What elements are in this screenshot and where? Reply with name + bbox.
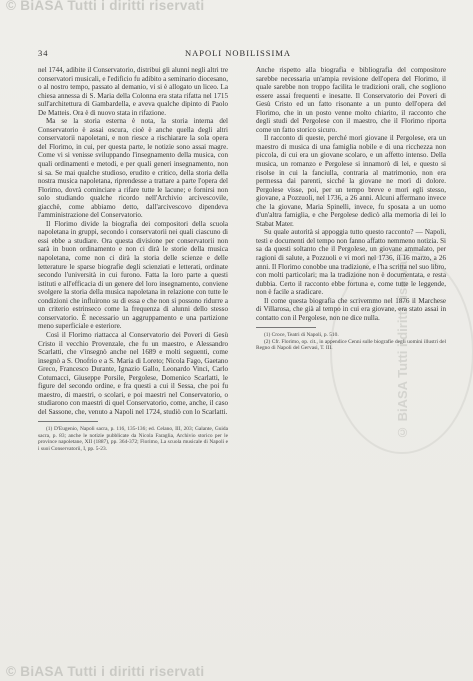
paragraph: Anche rispetto alla biografia e bibliografia del compositore sarebbe necessaria un'ampia revisione dell'opera del Florimo, il quale sarebbe non troppo facilita le tradizioni orali, che sogliono essere assai frequenti e inesatte. Il Conservatorio dei Poveri di Gesù Cristo ed un fatto risonante a un punto dell'opera del Florimo, che in un posto venne molto chiarito, il racconto che degli studi del Pergolese con il maestro, che il Florimo riporta come un fatto storico sicuro. [256,66,446,134]
footnote: (2) Cfr. Florimo, op. cit., in appendice Cenni sulle biografie degli uomini illustri del Regno di Napoli del Gervasi, T. III. [256,338,446,352]
paragraph: Così il Florimo riattacca al Conservatorio dei Poveri di Gesù Cristo il vecchio Provenzale, che fu un maestro, e Alessandro Scarlatti, che v'insegnò anche nel 1689 e molti seguenti, come insegnò a S. Onofrio e a S. Maria di Loreto; Nicola Fago, Gaetano Greco, Francesco Durante, Ignazio Gallo, Leonardo Vinci, Carlo Cotumacci, Giuseppe Porsile, Pergolese, Domenico Scarlatti, le figure del secondo ordine, e fra questi a cui il Sessa, che poi fu maestro, di maestri, o scolari, e poi maestri nel Conservatorio, o studiarono con maestri di quel Conservatorio, come, anche, il caso del Sassone, che, venuto a Napoli nel 1724, studiò con lo Scarlatti. [38,330,228,416]
paragraph: nel 1744, adibite il Conservatorio, distribui gli alunni negli altri tre conservatori musicali, e l'edificio fu adibito a seminario diocesano, o al nostro tempo, passato al demanio, vi si è allogato un liceo. La chiesa annessa di S. Maria della Colonna era stata rifatta nel 1715 sull'architettura di Gambardella, e aveva qualche dipinto di Paolo De Matteis. Ora è di nuovo stata in rifazione. [38,66,228,117]
watermark-top: © BiASA Tutti i diritti riservati [6,0,205,13]
paragraph: Il come questa biografia che scrivemmo nel 1876 il Marchese di Villarosa, che già al tempo in cui era giovane, era stato assai in contatto con il Pergolese, non ne dice nulla. [256,296,446,322]
watermark-bottom: © BiASA Tutti i diritti riservati [6,664,205,679]
running-title: NAPOLI NOBILISSIMA [184,48,292,58]
paragraph: Il racconto di queste, perché morì giovane il Pergolese, era un maestro di musica di una famiglia nobile e di una ricchezza non piccola, di cui era un giovane scolaro, e un affetto intenso. Della musica, un romanzo e Pergolese si innamorò di lei, e questo si risolse in cui la fanciulla, contraria al matrimonio, non era permessa dai parenti, sicché la giovane ne morì di dolore. Pergolese visse, poi, per un tempo breve e morì egli stesso, giovane, a Pozzuoli, nel 1736, a 26 anni. Alcuni affermano invece che la giovane, Maria Spinelli, invece, fu sposata a un uomo d'un'altra famiglia, e che Pergolese dedicò alla memoria di lei lo Stabat Mater. [256,134,446,228]
footnote: (1) D'Eugenio, Napoli sacra, p. 116, 135-136; ed. Celano, III, 203; Galante, Guida sacra, p. 83; anche le notizie pubblicate da Nicola Faraglia, Archivio storico per le province napoletane, XII (1887), pp. 364-372; Florimo, La scuola musicale di Napoli e i suoi Conservatorii, I, pp. 5-23. [38,426,228,452]
footnote-rule [38,421,98,422]
page-number: 34 [38,48,49,58]
paragraph: Su quale autorità si appoggia tutto questo racconto? — Napoli, testi e documenti del tempo non fanno affatto nemmeno notizia. Si sa da questi soltanto che il Pergolese, un giovane ammalato, per ragioni di salute, a Pozzuoli e vi morì nel 1736, il 16 marzo, a 26 anni. Il Florimo conobbe una tradizione, e l'ha scritta nel suo libro, con molti particolari; ma la tradizione non è documentata, e resta dubbia. Certo il racconto ebbe fortuna e, come tutte le leggende, non è facile a sradicare. [256,228,446,297]
paragraph: Il Florimo divide la biografia dei compositori della scuola napoletana in gruppi, secondo i conservatorii nei quali ciascuno di essi ebbe a studiare. Ora questa divisione per conservatorii non sarà in buon ordinamento e non ci dirà le storie della musica napoletana, come non ci dirà la storia delle scienze e delle letterature le sparse biografie degli scienziati e letterati, ordinate secondo l'università in cui furono. Fatta la loro parte a questi istituti e all'efficacia di un genere del loro insegnamento, conviene svolgere la storia della musica napoletana in relazione con tutte le condizioni che influirono su di essa e che non si possono ridurre a un criterio estrinseco come la frequenza di alunni dello stesso conservatorio. È necessario un aggruppamento e una partizione meno superficiale e esteriore. [38,219,228,331]
paragraph: Ma se la storia esterna è nota, la storia interna del Conservatorio è assai oscura, cioè è anche quella degli altri conservatorii napoletani, e non riesce a rischiarare la sola opera del Florimo, in cui, per questa parte, le notizie sono assai magre. Come vi si venisse sviluppando l'insegnamento della musica, con quali ordinamenti e metodi, e per quali generi insegnamento, non si sa. Se mai qualche studioso, erudito e critico, della storia della nostra musica napoletana, riprendesse a trattare a parte l'opera del Florimo, dovrà cominciare a rifare tutte le lacune; e fornirsi non solo studiando qualche ricordo nell'Archivio arcivescovile, giacchè, come abbiamo detto, dall'arcivescovo dipendeva l'amministrazione del Conservatorio. [38,117,228,220]
watermark-side: © BiASA Tutti i diritti riservati [395,253,410,440]
footnote: (1) Croce, Teatri di Napoli, p. 510. [264,332,339,339]
footnote-rule [256,327,316,328]
right-column [256,66,446,352]
page-header [38,48,438,60]
left-column [38,66,228,452]
